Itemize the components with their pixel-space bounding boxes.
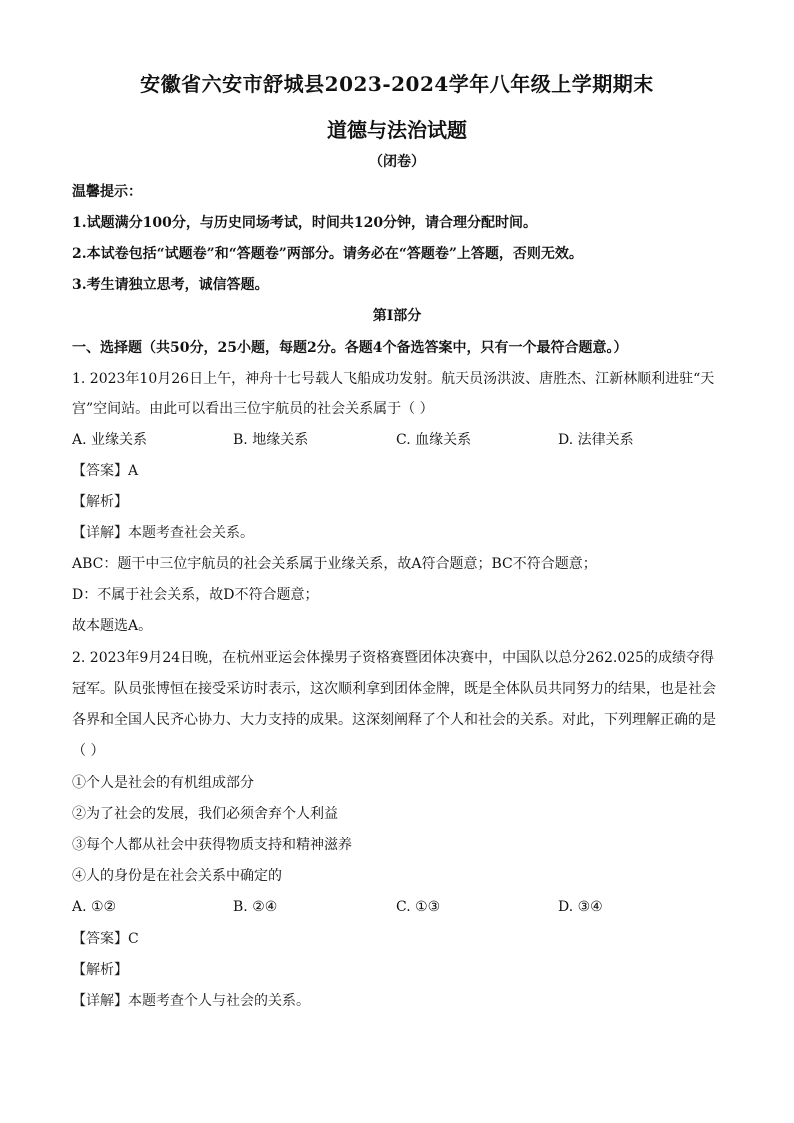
q1-option-c: C. 血缘关系 [396, 432, 472, 448]
q2-stem-line-4: （ ） [72, 743, 105, 759]
q2-statement-4: ④人的身份是在社会关系中确定的 [72, 868, 282, 884]
q1-detail: 【详解】本题考查社会关系。 [72, 525, 254, 541]
q1-option-d: D. 法律关系 [558, 432, 634, 448]
q1-answer: 【答案】A [72, 463, 139, 479]
q2-detail: 【详解】本题考查个人与社会的关系。 [72, 993, 310, 1009]
tip-item-2: 2.本试卷包括“试题卷”和“答题卷”两部分。请务必在“答题卷”上答题，否则无效。 [72, 246, 583, 262]
q1-conclusion: 故本题选A。 [72, 618, 153, 634]
exam-title: 安徽省六安市舒城县2023-2024学年八年级上学期期末 [140, 72, 654, 96]
q2-analysis: 【解析】 [72, 962, 128, 978]
exam-note: （闭卷） [369, 154, 425, 170]
tip-item-1: 1.试题满分100分，与历史同场考试，时间共120分钟，请合理分配时间。 [72, 215, 538, 231]
q2-option-d: D. ③④ [558, 899, 603, 915]
tip-item-3: 3.考生请独立思考，诚信答题。 [72, 277, 269, 293]
q1-explanation-2: D：不属于社会关系，故D不符合题意； [72, 587, 319, 603]
exam-subject: 道德与法治试题 [327, 118, 467, 142]
part-heading: 第Ⅰ部分 [372, 308, 422, 324]
q2-answer: 【答案】C [72, 931, 139, 947]
q2-statement-3: ③每个人都从社会中获得物质支持和精神滋养 [72, 837, 352, 853]
q2-statement-1: ①个人是社会的有机组成部分 [72, 775, 254, 791]
q2-option-c: C. ①③ [396, 899, 441, 915]
q2-statement-2: ②为了社会的发展，我们必须舍弃个人利益 [72, 806, 338, 822]
q2-option-a: A. ①② [72, 899, 117, 915]
q1-stem-line-1: 1. 2023年10月26日上午，神舟十七号载人飞船成功发射。航天员汤洪波、唐胜杰、江新林顺利进驻“天 [72, 371, 715, 387]
q1-option-a: A. 业缘关系 [72, 432, 148, 448]
q2-stem-line-1: 2. 2023年9月24日晚，在杭州亚运会体操男子资格赛暨团体决赛中，中国队以总分262.025的成绩夺得 [72, 650, 715, 666]
q2-stem-line-2: 冠军。队员张博恒在接受采访时表示，这次顺利拿到团体金牌，既是全体队员共同努力的结果，也是社会 [72, 681, 716, 697]
q1-explanation-1: ABC：题干中三位宇航员的社会关系属于业缘关系，故A符合题意；BC不符合题意； [72, 556, 597, 572]
section-heading: 一、选择题（共50分，25小题，每题2分。各题4个备选答案中，只有一个最符合题意。） [72, 340, 628, 356]
q2-option-b: B. ②④ [233, 899, 278, 915]
tips-heading: 温馨提示： [72, 184, 142, 200]
q2-stem-line-3: 各界和全国人民齐心协力、大力支持的成果。这深刻阐释了个人和社会的关系。对此，下列理解正确的是 [72, 712, 716, 728]
q1-stem-line-2: 宫”空间站。由此可以看出三位宇航员的社会关系属于（ ） [72, 401, 434, 417]
q1-analysis: 【解析】 [72, 494, 128, 510]
q1-option-b: B. 地缘关系 [233, 432, 309, 448]
